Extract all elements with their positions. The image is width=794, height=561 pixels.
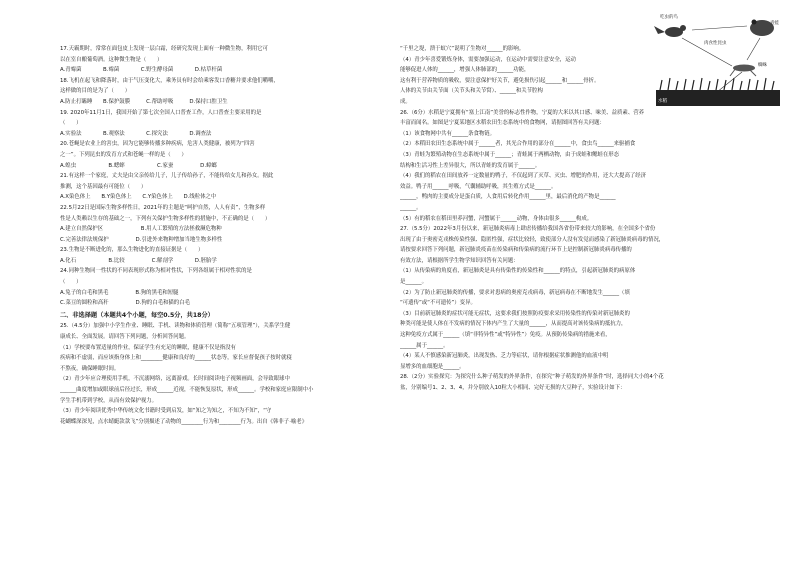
label-insect: 肉食性昆虫 [704, 41, 727, 46]
text-line: （1）从传染病的角度看，新冠肺炎是具有传染性的传染性和______的特点，引起新冠肺炎的病原体 [400, 268, 636, 275]
text-line: （2）为了防止新冠肺炎的传播，要求对患病的奥密克戎病毒，新冠病毒在不断地发生______（填 [400, 289, 630, 296]
text-line: A.化石 B.比较 C.解剖学 D.胚胎学 [60, 257, 217, 264]
text-line: ______属于______。 [400, 342, 449, 349]
text-line: 之一”。下列昆虫的发育方式和苍蝇一样的是（ ） [60, 151, 187, 158]
text-line: （2）青少年应合理使用手机，不沉溺网络，远离游戏。长时间阅读电子视频画面，会导致眼球中 [60, 376, 290, 383]
text-line: 请按要求回答下列问题，新冠肺炎疫苗在传染病和传染病的流行环节上是控制新冠肺炎病毒传播的 [400, 247, 632, 254]
text-line: 以在室自酿葡萄酒。这种微生物是（ ） [60, 56, 163, 63]
label-frog: 青蛙 [770, 21, 779, 26]
text-line: C.完善法律法规保护 D.引进外来物种增加当地生物多样性 [60, 236, 223, 243]
grasshopper-icon [730, 65, 756, 77]
bird-icon [654, 25, 686, 37]
label-rice: 水稻 [658, 99, 667, 104]
text-line: （3）目前新冠肺炎的症状可能无症状，这要求我们按照防疫要求采用传染性的传染对新冠肺炎的 [400, 310, 630, 317]
text-line: 23.生物是不断进化的，那么生物进化的直接证据是（ ） [60, 247, 204, 254]
text-line: 盆，分别编号1、2、3、4，并分别放入10粒大小相同、完好无损的大豆种子，实验设计如下： [400, 385, 626, 391]
text-line: 这样做的目的是为了（ ） [60, 88, 131, 95]
text-line: A.兔子的白毛和黑毛 B.狗的黑毛和短腿 [60, 289, 179, 296]
text-line: A.防止打瞌睡 B.保护鼓膜 C.帮助呼吸 D.保持口腔卫生 [60, 98, 228, 105]
text-line: A.青霉菌 B.霉菌 C.野生酵母菌 D.枯草杆菌 [60, 67, 223, 74]
text-line: “千里之堤，溃于蚁穴”说明了生物对______的影响。 [400, 46, 525, 52]
text-line: 康成长、全面发展。请回答下列问题，分析回答问题。 [60, 334, 190, 341]
text-line: A.蝗虫 B.蟋蟀 C.家蚕 D.蟑螂 [60, 162, 217, 169]
section-title: 二、非选择题（本题共4个小题，每空0.5分，共18分） [60, 311, 214, 319]
text-line: 21.有这样一个家庭，丈夫是由父亲传给儿子，儿子传给孙子，不能传给女儿和孙女。据此 [60, 173, 274, 180]
text-line: 推测，这个基因最有可能位（ ） [60, 183, 147, 190]
text-line: 成。 [400, 98, 411, 105]
left-column [60, 44, 395, 427]
text-line: 是______。 [400, 279, 427, 286]
text-line: 疾病和不虚弱，而应该指身体上和________健康和良好的______状态等，家长应督促孩子按时就寝 [60, 355, 292, 362]
text-line: 22.5月22日是国际生物多样性日，2021年的主题是“呵护自然，人人有责”，生物多样 [60, 204, 266, 211]
rice-field-icon [656, 78, 780, 106]
arrow-bird-frog [692, 26, 747, 30]
text-line: 28.（2分）实验探究：为探究什么种子萌发的外界条件，在探究“种子萌发的外界条件”时，选择同大小的4个花 [400, 374, 664, 381]
text-line: （1）学校要布置适量的作业，保证学生有充足的睡眠，健康不仅是指没有 [60, 344, 236, 351]
text-line: （ ） [60, 120, 82, 127]
text-line: （2）本稻田农田生态系统中属于______者，其光合作用的部分在______中，食虫鸟______来驱捕食 [400, 141, 636, 148]
text-line: 18.飞机在起飞和降落时，由于气压变化大，乘务员有时会给乘客发口香糖并要求他们嚼嚼， [60, 77, 279, 84]
text-line: 出现了由于奥密克戎株传染性强、隐匿性强，症状比较轻，致使部分人没有发觉而感染了新冠肺炎病毒的情况， [400, 236, 665, 243]
arrow-grasshopper-frog [747, 38, 760, 60]
text-line: A.实验法 B.观察法 C.探究法 D.调查法 [60, 130, 212, 137]
text-line: 26.（6分）水稻是宁夏拥有“塞上江南”美誉的标志性作物，宁夏的大米以其口感、味美、益质素、营养 [400, 109, 644, 116]
text-line: 能够促进人体的______，增强人体肺部的______功能， [400, 67, 530, 74]
text-line: 这有利于营养物质的吸收，要注意保护好关节，避免损伤引起______和______骨折。 [400, 77, 600, 84]
text-line: ______，鸭肉的主要成分是蛋白质，人食用后转化作用______里，最后消化的产物是______ [400, 194, 616, 201]
label-bird: 吃虫的鸟 [660, 15, 678, 20]
text-line: 学生手机带到学校，从而有效保护视力。 [60, 397, 158, 404]
text-line: 花蝴蝶深深见，点水蜻蜓款款飞”分别描述了动物的________行为和________行为。出自《韩非子·喻老》 [60, 418, 308, 425]
text-line: 效益。鸭子用______呼吸，气囊辅助呼吸，其生殖方式是______。 [400, 183, 557, 190]
text-line: 丰富而闻名。如图是宁夏某地区水稻农田生态系统中的食物网，请据图回答有关问题： [400, 120, 605, 127]
text-line: 不熬夜，确保睡眠时间。 [60, 365, 120, 372]
label-spider: 蜘蛛 [758, 63, 767, 68]
question-block-non-choice [60, 321, 395, 427]
text-line: 27.（5.5分）2022年3月份以来，新冠肺炎病毒上肆虐传播给我国各省份带来较大的影响，在全国多个省份 [400, 226, 656, 233]
text-line: ______曲度增加或眼球前后径过长，形成______近视，不能恢复原状，形成______。学校和家庭应限制中小 [60, 387, 314, 393]
text-line: （4）某人不慎感染新冠肺炎，出现发热、乏力等症状，请你根据症状推测他的血液中明 [400, 353, 609, 360]
text-line: （4）青少年喜爱锻炼身体，需要加强运动，在运动中需要注意安全，运动 [400, 56, 576, 63]
text-line: （ ） [60, 279, 82, 286]
text-line: （3）青少年阅读优秀中华传统文化书籍时受到启发，如“知之为知之，不知为不知”，“守 [60, 408, 272, 415]
text-line: 结构和生活习性上差异很大，所以青蛙的发育属于______。 [400, 162, 541, 169]
text-line: “可遗传”或“不可遗传”）变异。 [400, 300, 476, 307]
text-line: （4）我们的稻农在田间放养一定数量的鸭子，不仅起到了灭草、灭虫、增肥的作用，还大大提高了经济 [400, 173, 647, 180]
text-line: A.X染色体上 B.Y染色体上 C.Y染色体上 D.线粒体之中 [60, 194, 217, 201]
text-line: 17.天霸期时，常常在面包皮上发现一层白霜，经研究发现上面有一种微生物，利用它可 [60, 46, 269, 52]
question-block-multiple-choice [60, 44, 395, 309]
text-line: 25.（4.5分）加强中小学生作业、睡眠、手机、读物和体质管理（简称“五项管理”），关系学生健 [60, 323, 291, 330]
text-line: 种类可能是使人体在不发病的情况下体内产生了大量的______，从而提高对该传染病的抵抗力， [400, 321, 627, 328]
text-line: （3）青蛙为繁殖动物在生态系统中属于______；青蛙属于两栖动物，由于成蛙和鳃蛙在形态 [400, 151, 620, 158]
text-line: （1）该食物网中共有______条食物链。 [400, 130, 496, 137]
text-line: 性是人类赖以生存的基础之一，下列有关保护生物多样性的措施中，不正确的是（ ） [60, 215, 271, 222]
text-line: 这种免疫方式属于______（填“非特异性”或“特异性”）免疫。从预防传染病的措施来看， [400, 332, 611, 339]
text-line: 20.苍蝇是农业上的害虫，因为它能够传播多种疾病，危害人类健康，被列为“四害 [60, 141, 255, 148]
text-line: 有效方法，请根据所学生物学知识回答有关问题： [400, 257, 519, 264]
text-line: （5）有的稻农在稻田里养河蟹，河蟹属于______动物，身体由很多______构成。 [400, 215, 593, 222]
text-line: A.建立自然保护区 B.用人工繁殖的方法拯救濒危物种 [60, 226, 222, 233]
text-line: C.菜豆的圆粒和高秆 D.狗的白毛和猫的白毛 [60, 300, 190, 307]
text-line: 显增多的血细胞是______。 [400, 363, 465, 370]
text-line: 人体的关节由关节面（关节头和关节窝）、______和关节腔构 [400, 88, 543, 95]
food-web-figure [652, 10, 784, 110]
text-line: ______。 [400, 204, 422, 211]
text-line: 24.同种生物同一性状的不同表现形式称为相对性状，下列各组属于相对性状的是 [60, 268, 252, 275]
text-line: 19. 2020年11月1日，我国开始了第七次全国人口普查工作，人口普查主要采用的是 [60, 109, 262, 116]
